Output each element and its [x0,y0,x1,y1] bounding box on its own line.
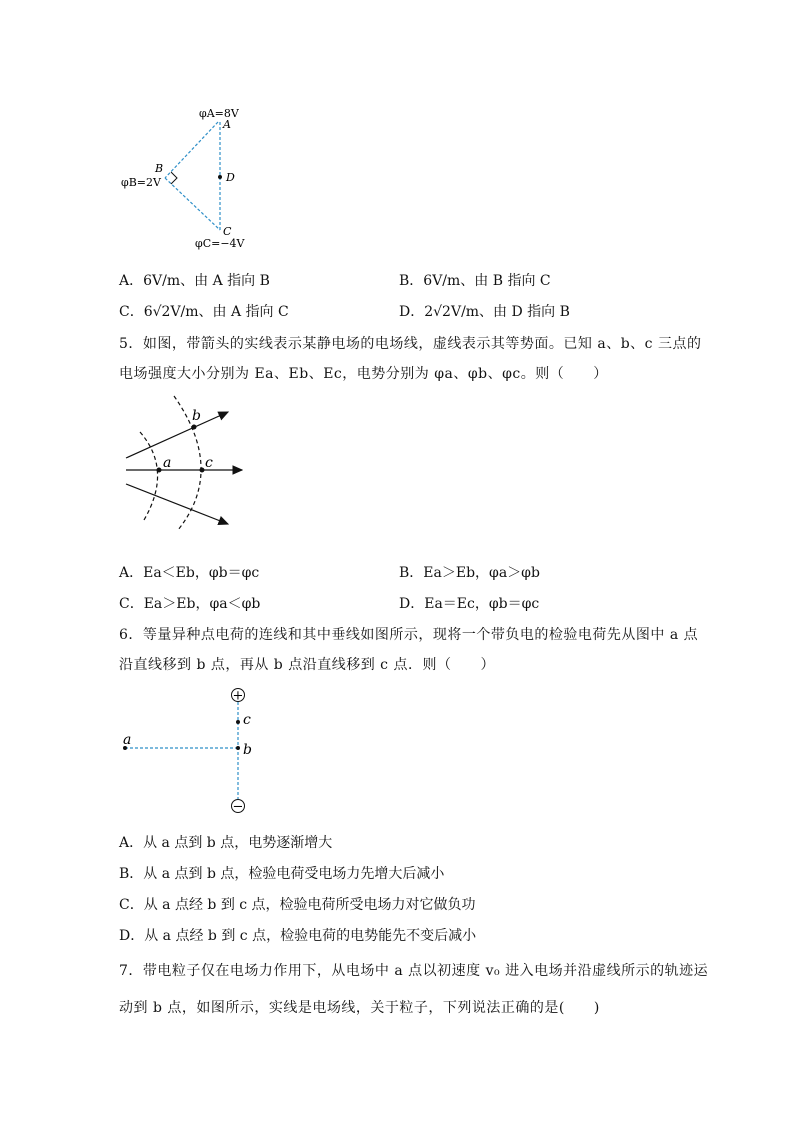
q5-point-b [192,425,197,430]
q5-field-line-lower [126,484,228,524]
q4-triangle-diagram [115,100,255,255]
q5-stem-line2: 电场强度大小分别为 Ea、Eb、Ec，电势分别为 φa、φb、φc。则（ ） [119,366,608,382]
q6-stem-line1: 6．等量异种点电荷的连线和其中垂线如图所示，现将一个带负电的检验电荷先从图中 a 点 [119,627,699,643]
q5-stem-line1: 5．如图，带箭头的实线表示某静电场的电场线，虚线表示其等势面。已知 a、b、c 三点的 [119,336,702,352]
q7-stem-line1: 7．带电粒子仅在电场力作用下，从电场中 a 点以初速度 v₀ 进入电场并沿虚线所示的轨迹运 [119,963,709,979]
q6-option-d: D．从 a 点经 b 到 c 点，检验电荷的电势能先不变后减小 [119,928,477,944]
q4-label-a: A [223,118,231,131]
q6-option-b: B．从 a 点到 b 点，检验电荷受电场力先增大后减小 [119,866,445,882]
q4-phi-c: φC=−4V [195,237,245,250]
q4-segment-bc [165,178,220,230]
q6-point-c [236,720,240,724]
q4-phi-a: φA=8V [199,107,239,120]
q4-option-c: C．6√2V/m、由 A 指向 C [119,304,289,320]
q6-option-a: A．从 a 点到 b 点，电势逐渐增大 [119,835,333,851]
q6-point-b [236,746,240,750]
q4-label-d: D [226,171,235,184]
q6-option-c: C．从 a 点经 b 到 c 点，检验电荷所受电场力对它做负功 [119,897,476,913]
q6-minus-sign: − [232,799,244,815]
q5-point-a [157,468,162,473]
q7-stem-line2: 动到 b 点，如图所示，实线是电场线，关于粒子，下列说法正确的是( ) [119,1000,600,1016]
q4-phi-b: φB=2V [121,176,161,189]
q4-option-a: A．6V/m、由 A 指向 B [119,273,270,289]
q5-point-c [200,468,205,473]
q5-field-diagram [118,392,253,532]
q5-label-a: a [163,455,172,471]
q5-option-b: B．Ea＞Eb，φa＞φb [399,565,540,581]
q6-plus-sign: + [232,688,244,704]
q4-label-b: B [155,162,164,175]
q4-option-b: B．6V/m、由 B 指向 C [399,273,551,289]
q6-label-a: a [123,732,132,748]
q4-label-c: C [223,225,232,238]
q4-right-angle-mark [171,172,177,184]
q4-option-d: D．2√2V/m、由 D 指向 B [399,304,570,320]
q4-point-d [218,175,222,179]
q6-dipole-diagram [118,684,263,819]
q6-label-c: c [243,712,251,728]
q5-option-a: A．Ea＜Eb，φb＝φc [119,565,260,581]
q5-label-c: c [205,455,213,471]
q6-stem-line2: 沿直线移到 b 点，再从 b 点沿直线移到 c 点．则（ ） [119,657,495,673]
q5-label-b: b [192,408,201,424]
q4-segment-ab [165,122,218,178]
q5-option-c: C．Ea＞Eb，φa＜φb [119,596,261,612]
q5-field-line-upper [126,412,228,458]
q6-label-b: b [243,742,252,758]
q5-option-d: D．Ea＝Ec，φb＝φc [399,596,540,612]
